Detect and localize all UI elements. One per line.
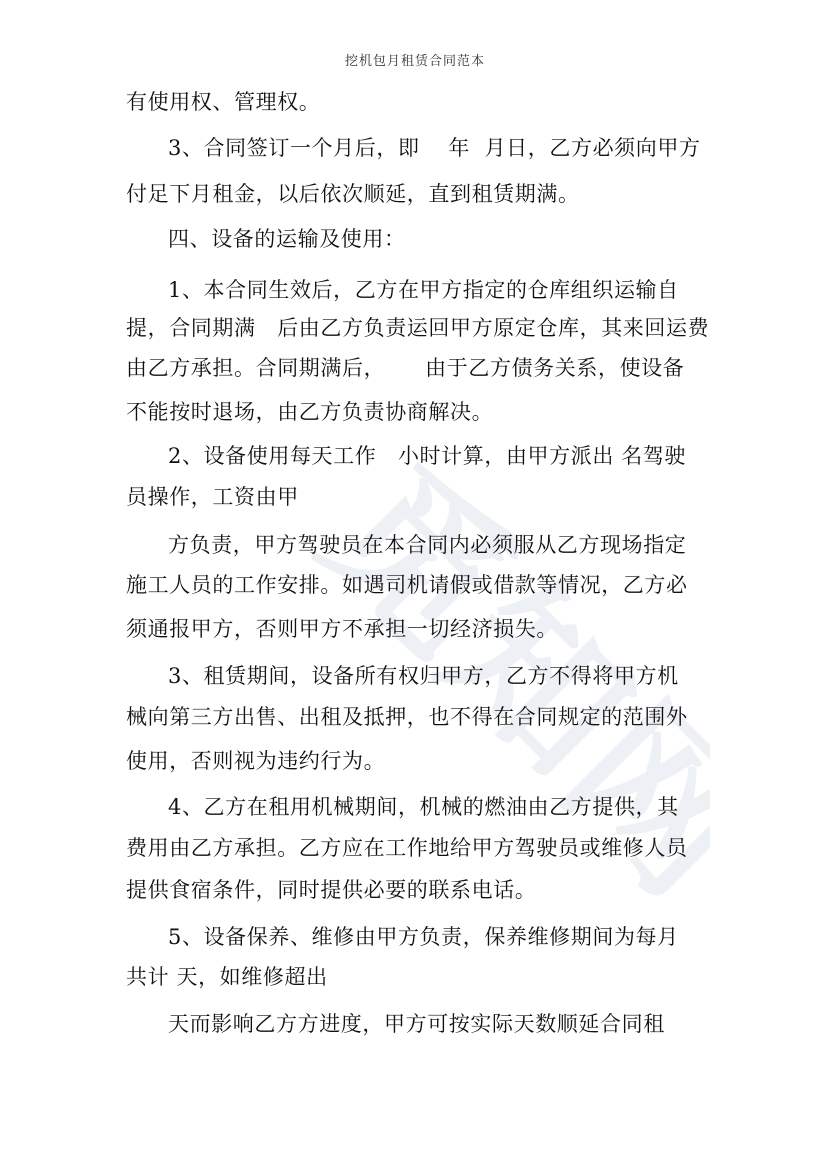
- paragraph-line: 施工人员的工作安排。如遇司机请假或借款等情况，乙方必: [126, 573, 688, 597]
- paragraph-line: 员操作，工资由甲: [126, 485, 299, 509]
- paragraph-line: 费用由乙方承担。乙方应在工作地给甲方驾驶员或维修人员: [126, 836, 688, 860]
- page-header: 挖机包月租赁合同范本: [344, 54, 485, 69]
- watermark-text: 觅知网: [287, 430, 710, 932]
- paragraph-line: 2、设备使用每天工作 小时计算，由甲方派出 名驾驶: [168, 444, 687, 468]
- paragraph-line: 须通报甲方，否则甲方不承担一切经济损失。: [126, 617, 558, 641]
- paragraph-line: 提，合同期满 后由乙方负责运回甲方原定仓库，其来回运费: [126, 316, 710, 340]
- paragraph-line: 械向第三方出售、出租及抵押，也不得在合同规定的范围外: [126, 705, 688, 729]
- paragraph-line: 4、乙方在租用机械期间，机械的燃油由乙方提供，其: [168, 795, 679, 819]
- paragraph-line: 不能按时退场，由乙方负责协商解决。: [126, 400, 494, 424]
- paragraph-line: 四、设备的运输及使用：: [168, 227, 406, 251]
- paragraph-line: 共计 天，如维修超出: [126, 965, 328, 989]
- paragraph-line: 有使用权、管理权。: [126, 90, 321, 114]
- paragraph-line: 付足下月租金，以后依次顺延，直到租赁期满。: [126, 182, 580, 206]
- paragraph-line: 使用，否则视为违约行为。: [126, 749, 386, 773]
- paragraph-line: 5、设备保养、维修由甲方负责，保养维修期间为每月: [168, 925, 679, 949]
- paragraph-line: 3、租赁期间，设备所有权归甲方，乙方不得将甲方机: [168, 664, 679, 688]
- paragraph-line: 提供食宿条件，同时提供必要的联系电话。: [126, 878, 537, 902]
- paragraph-line: 由乙方承担。合同期满后， 由于乙方债务关系，使设备: [126, 356, 685, 380]
- paragraph-line: 天而影响乙方方进度，甲方可按实际天数顺延合同租: [168, 1012, 665, 1036]
- paragraph-line: 方负责，甲方驾驶员在本合同内必须服从乙方现场指定: [168, 533, 687, 557]
- paragraph-line: 3、合同签订一个月后，即 年 月日，乙方必须向甲方: [168, 136, 701, 160]
- paragraph-line: 1、本合同生效后，乙方在甲方指定的仓库组织运输自: [168, 278, 679, 302]
